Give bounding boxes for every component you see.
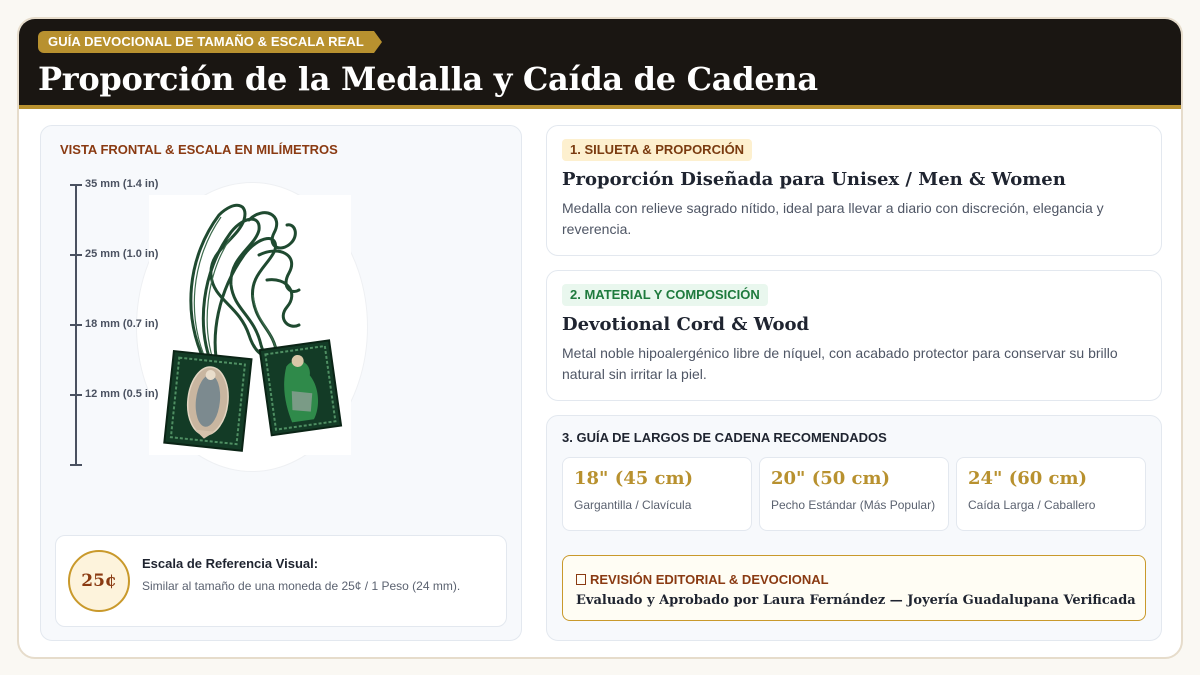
scale-tick — [70, 324, 82, 326]
material-badge: 2. MATERIAL Y COMPOSICIÓN — [562, 284, 768, 306]
length-value: 24" (60 cm) — [968, 468, 1088, 489]
silhouette-title: Proporción Diseñada para Unisex / Men & Women — [562, 169, 1066, 190]
length-label: Gargantilla / Clavícula — [574, 498, 692, 512]
page-frame — [17, 17, 1183, 659]
scale-tick — [70, 394, 82, 396]
scale-label-12mm: 12 mm (0.5 in) — [85, 388, 159, 400]
silhouette-card — [546, 125, 1162, 256]
scale-tick — [70, 464, 82, 466]
scapular-product-image — [149, 195, 351, 455]
review-title-text: REVISIÓN EDITORIAL & DEVOCIONAL — [590, 572, 829, 587]
length-option-20in — [759, 457, 949, 531]
scale-tick — [70, 184, 82, 186]
length-value: 18" (45 cm) — [574, 468, 694, 489]
length-option-18in — [562, 457, 752, 531]
coin-reference-text: Similar al tamaño de una moneda de 25¢ / 1 Peso (24 mm). — [142, 579, 461, 593]
silhouette-badge: 1. SILUETA & PROPORCIÓN — [562, 139, 752, 161]
length-label: Pecho Estándar (Más Popular) — [771, 498, 936, 512]
length-option-24in — [956, 457, 1146, 531]
front-view-panel — [40, 125, 522, 641]
header-tag: GUÍA DEVOCIONAL DE TAMAÑO & ESCALA REAL — [38, 31, 374, 53]
scale-label-18mm: 18 mm (0.7 in) — [85, 318, 159, 330]
material-title: Devotional Cord & Wood — [562, 314, 810, 335]
checkbox-icon — [576, 574, 586, 585]
scale-label-25mm: 25 mm (1.0 in) — [85, 248, 159, 260]
scale-label-35mm: 35 mm (1.4 in) — [85, 178, 159, 190]
front-view-heading: VISTA FRONTAL & ESCALA EN MILÍMETROS — [60, 142, 338, 157]
editorial-review-box — [562, 555, 1146, 621]
coin-reference-title: Escala de Referencia Visual: — [142, 556, 319, 571]
length-value: 20" (50 cm) — [771, 468, 891, 489]
page-title: Proporción de la Medalla y Caída de Cadena — [38, 60, 818, 98]
header — [19, 19, 1181, 109]
chain-length-card — [546, 415, 1162, 641]
silhouette-text: Medalla con relieve sagrado nítido, ideal para llevar a diario con discreción, elegancia y reverencia. — [562, 200, 1104, 237]
coin-icon: 25¢ — [68, 550, 130, 612]
scale-tick — [70, 254, 82, 256]
review-text: Evaluado y Aprobado por Laura Fernández — Joyería Guadalupana Verificada — [576, 593, 1136, 608]
coin-reference-card — [55, 535, 507, 627]
chain-length-heading: 3. GUÍA DE LARGOS DE CADENA RECOMENDADOS — [562, 430, 887, 445]
review-title — [576, 572, 829, 587]
length-label: Caída Larga / Caballero — [968, 498, 1096, 512]
material-card — [546, 270, 1162, 401]
material-text: Metal noble hipoalergénico libre de níquel, con acabado protector para conservar su brillo natural sin irritar la piel. — [562, 345, 1118, 382]
